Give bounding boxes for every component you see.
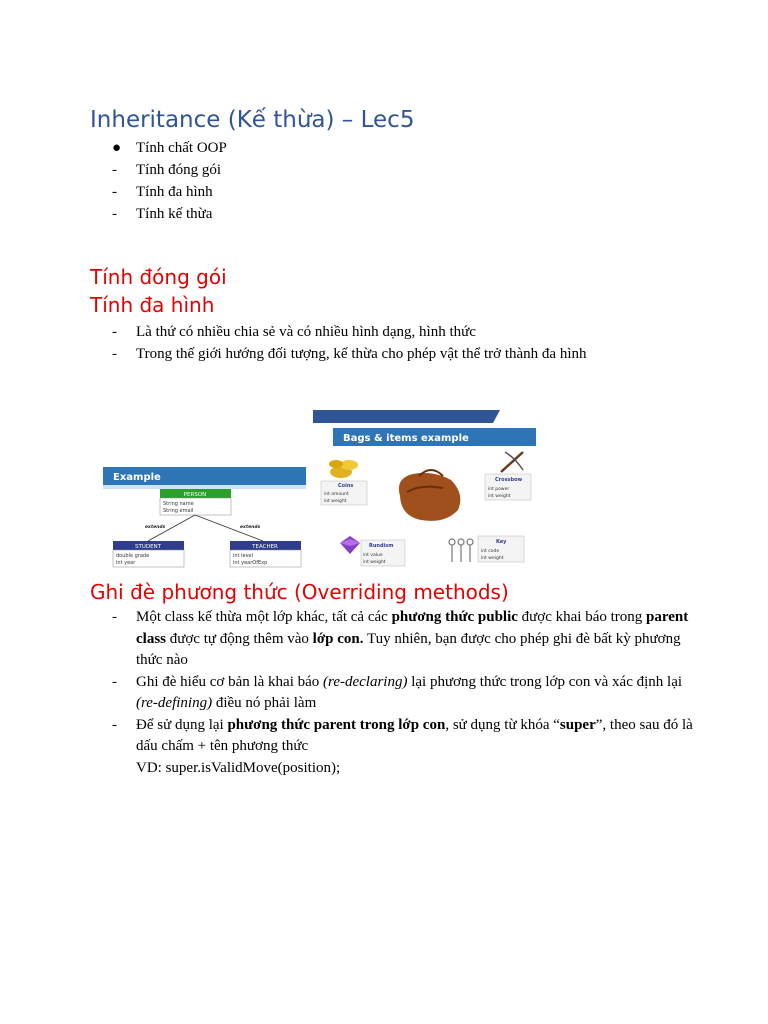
rundism-title: Rundism bbox=[369, 543, 394, 549]
extends-label: extends bbox=[145, 525, 166, 530]
dash-icon: - bbox=[112, 673, 117, 690]
rundism-field: int value bbox=[363, 553, 383, 558]
figure-svg bbox=[103, 408, 539, 570]
dash-icon: - bbox=[112, 162, 117, 178]
heading-encapsulation: Tính đóng gói bbox=[90, 265, 227, 289]
crossbow-field: int power bbox=[488, 487, 510, 492]
list-item: - Tính kế thừa bbox=[110, 203, 227, 225]
teacher-field: int level bbox=[233, 553, 253, 559]
person-title: PERSON bbox=[183, 492, 207, 498]
dash-icon: - bbox=[112, 324, 117, 340]
coins-field: int weight bbox=[324, 499, 347, 504]
key-field: int weight bbox=[481, 556, 504, 561]
list-item: - Trong thế giới hướng đối tượng, kế thừa cho phép vật thể trở thành đa hình bbox=[110, 343, 587, 365]
bullet-icon: ● bbox=[112, 140, 122, 156]
list-item: - Là thứ có nhiều chia sẻ và có nhiều hình dạng, hình thức bbox=[110, 321, 587, 343]
list-item: ● Tính chất OOP bbox=[110, 137, 227, 159]
rundism-field: int weight bbox=[363, 560, 386, 565]
teacher-field: int yearOfExp bbox=[233, 560, 268, 566]
code-example: VD: super.isValidMove(position); bbox=[136, 759, 341, 776]
right-title: Bags & items example bbox=[343, 433, 469, 444]
dash-icon: - bbox=[112, 206, 117, 222]
heading-polymorphism: Tính đa hình bbox=[90, 293, 215, 317]
teacher-title: TEACHER bbox=[252, 544, 278, 550]
left-title: Example bbox=[113, 472, 161, 483]
student-title: STUDENT bbox=[134, 544, 162, 550]
coins-title: Coins bbox=[338, 483, 354, 489]
person-field: String name bbox=[163, 501, 194, 507]
student-field: double grade bbox=[116, 553, 150, 559]
extends-label: extends bbox=[240, 525, 261, 530]
overriding-list bbox=[110, 607, 696, 779]
list-item: - Một class kế thừa một lớp khác, tất cả các phương thức public được khai báo trong parent class được tự động thêm vào lớp con. Tuy nhiên, bạn được cho phép ghi đè bất kỳ phương thức nào bbox=[112, 609, 689, 668]
list-item: - Tính đa hình bbox=[110, 181, 227, 203]
crossbow-title: Crossbow bbox=[495, 477, 523, 483]
page-title: Inheritance (Kế thừa) – Lec5 bbox=[90, 107, 415, 133]
crossbow-field: int weight bbox=[488, 494, 511, 499]
dash-icon: - bbox=[112, 346, 117, 362]
student-field: int year bbox=[116, 560, 136, 566]
oop-list bbox=[110, 137, 227, 225]
polymorphism-list bbox=[110, 321, 587, 365]
dash-icon: - bbox=[112, 716, 117, 733]
list-item: - Tính đóng gói bbox=[110, 159, 227, 181]
dash-icon: - bbox=[112, 184, 117, 200]
key-title: Key bbox=[496, 539, 507, 545]
heading-overriding: Ghi đè phương thức (Overriding methods) bbox=[90, 580, 509, 604]
right-top-banner bbox=[313, 410, 500, 423]
dash-icon: - bbox=[112, 609, 117, 625]
left-title-shadow bbox=[103, 485, 306, 489]
coins-field: int amount bbox=[324, 492, 349, 497]
key-field: int code bbox=[481, 549, 500, 554]
list-item: - Để sử dụng lại phương thức parent trong lớp con, sử dụng từ khóa “super”, theo sau đó là dấu chấm + tên phương thức VD: super.isValidMove(position); bbox=[112, 716, 693, 776]
inheritance-figure bbox=[103, 408, 539, 570]
person-field: String email bbox=[163, 508, 194, 514]
list-item: - Ghi đè hiểu cơ bản là khai báo (re-declaring) lại phương thức trong lớp con và xác định lại (re-defining) điều nó phải làm bbox=[112, 673, 683, 711]
